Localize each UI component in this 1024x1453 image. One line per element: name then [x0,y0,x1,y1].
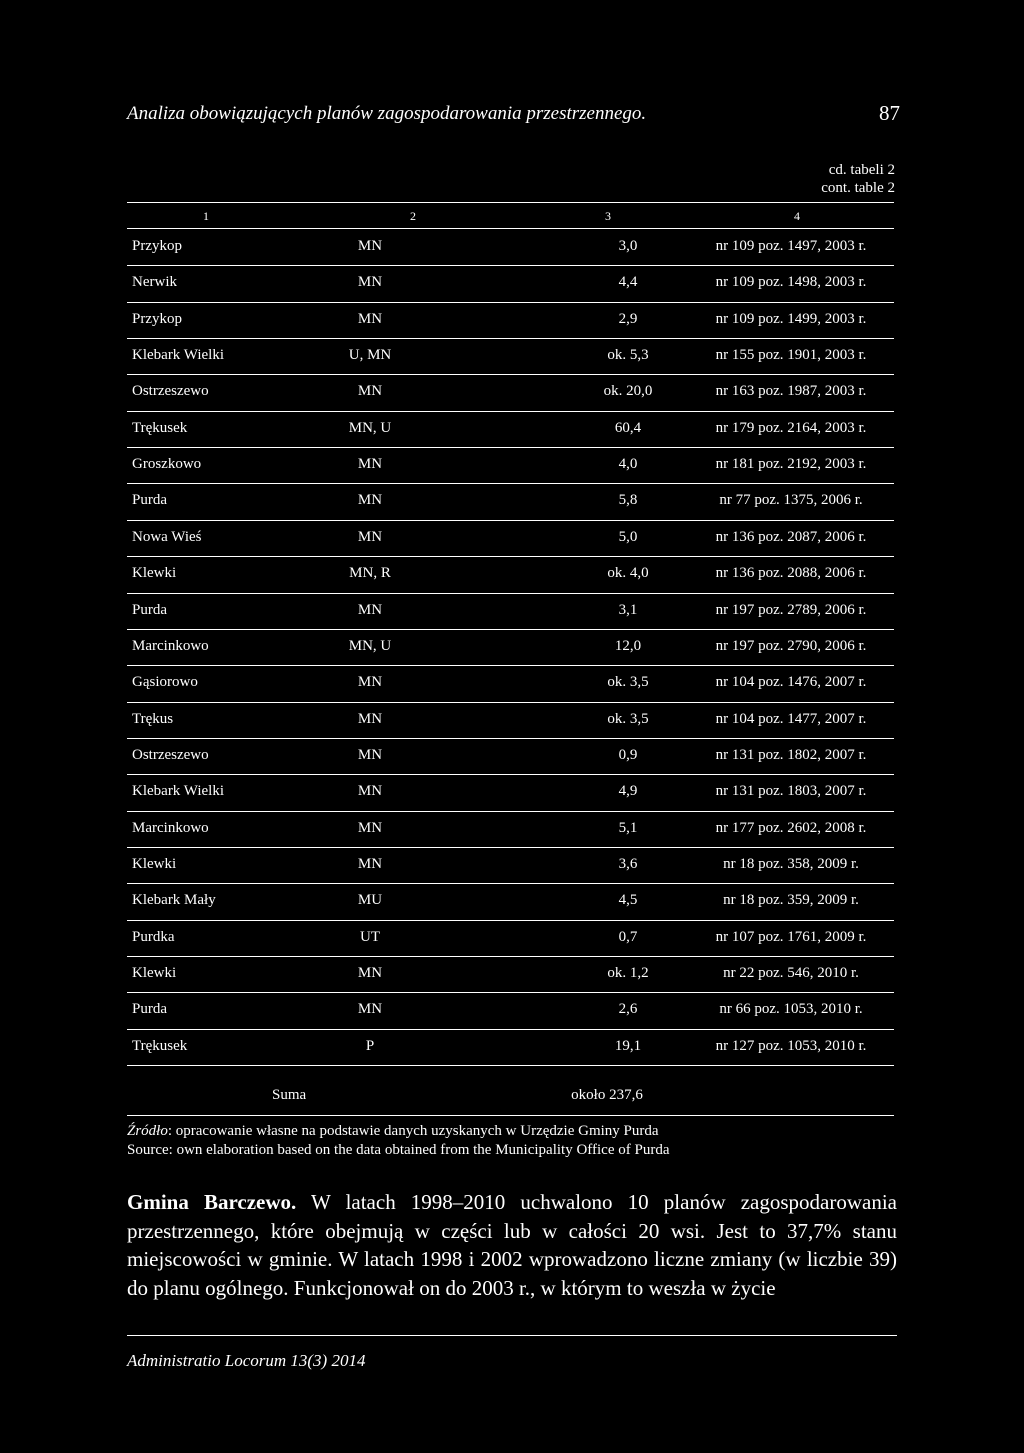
table-row [127,992,894,1028]
cell-village: Gąsiorowo [132,674,198,691]
table-row [127,629,894,665]
cell-type: MN [357,965,383,981]
table-row [127,447,894,483]
cell-type: P [365,1037,375,1054]
cell-type: UT [360,928,380,945]
table-continuation-pl: cd. tabeli 2 [828,162,895,178]
cell-area: ok. 20,0 [603,383,653,400]
cell-village: Nowa Wieś [132,528,202,545]
cell-village: Klebark Mały [132,892,216,909]
table-row [127,593,894,629]
table-row [127,920,894,956]
cell-area: 3,1 [618,601,638,618]
cell-area: 3,6 [618,855,638,872]
cell-publication: nr 18 poz. 359, 2009 r. [723,892,859,909]
table-bottom-rule [127,1115,894,1116]
table-row [127,411,894,447]
cell-area: 4,0 [618,456,638,473]
cell-publication: nr 155 poz. 1901, 2003 r. [715,347,867,364]
cell-village: Klebark Wielki [132,347,225,364]
cell-area: ok. 5,3 [607,347,649,364]
cell-type: MN [357,528,383,545]
sum-value: około 237,6 [571,1087,643,1103]
cell-area: 4,5 [618,892,638,909]
cell-publication: nr 179 poz. 2164, 2003 r. [715,419,867,436]
cell-publication: nr 181 poz. 2192, 2003 r. [715,456,867,473]
column-number-1: 1 [203,209,209,223]
cell-area: ok. 3,5 [607,674,649,691]
cell-village: Purdka [132,928,175,945]
cell-type: MN [357,274,383,291]
cell-village: Klebark Wielki [132,783,225,800]
table-top-rule [127,202,894,203]
source-en: Source: own elaboration based on the data obtained from the Municipality Office of Purda [127,1142,670,1158]
cell-village: Klewki [132,565,177,582]
cell-village: Purda [132,492,167,509]
cell-publication: nr 107 poz. 1761, 2009 r. [715,928,867,945]
cell-type: MN [357,238,383,254]
cell-area: 5,1 [618,819,638,836]
cell-village: Groszkowo [132,456,202,473]
cell-village: Nerwik [132,274,177,291]
cell-type: MN [357,783,383,800]
cell-village: Marcinkowo [132,637,209,654]
cell-type: MN [357,1001,383,1018]
cell-village: Marcinkowo [132,819,209,836]
column-number-3: 3 [605,209,611,223]
cell-publication: nr 197 poz. 2790, 2006 r. [715,637,867,654]
table-row [127,774,894,810]
source-pl-label: Źródło [127,1123,168,1139]
paragraph-lead: Gmina Barczewo. [127,1190,297,1214]
cell-village: Ostrzeszewo [132,746,209,763]
cell-publication: nr 109 poz. 1498, 2003 r. [715,274,867,291]
cell-area: 5,0 [618,528,638,545]
cell-publication: nr 18 poz. 358, 2009 r. [723,855,859,872]
header-title: Analiza obowiązujących planów zagospodarowania przestrzennego. [127,103,647,124]
cell-type: MN [357,746,383,763]
cell-village: Przykop [132,238,182,254]
cell-village: Klewki [132,855,177,872]
cell-village: Trękusek [132,1037,188,1054]
cell-area: 4,9 [618,783,638,800]
table-row [127,520,894,556]
cell-area: ok. 3,5 [607,710,649,727]
cell-publication: nr 104 poz. 1476, 2007 r. [715,674,867,691]
cell-type: MN, U [348,419,392,436]
cell-publication: nr 109 poz. 1497, 2003 r. [715,238,867,254]
page-number: 87 [879,101,900,125]
cell-area: 12,0 [614,637,642,654]
cell-type: MN, U [348,637,392,654]
table-row [127,883,894,919]
cell-publication: nr 109 poz. 1499, 2003 r. [715,310,867,327]
table-row [127,374,894,410]
cell-area: 2,6 [618,1001,638,1018]
sum-label: Suma [272,1087,307,1103]
cell-area: 60,4 [614,419,642,436]
cell-publication: nr 127 poz. 1053, 2010 r. [715,1037,867,1054]
cell-publication: nr 197 poz. 2789, 2006 r. [715,601,867,618]
table-continuation-en: cont. table 2 [821,180,895,196]
cell-type: MN [357,855,383,872]
cell-publication: nr 22 poz. 546, 2010 r. [723,965,859,981]
cell-village: Przykop [132,310,182,327]
cell-publication: nr 104 poz. 1477, 2007 r. [715,710,867,727]
footer-journal: Administratio Locorum 13(3) 2014 [127,1351,366,1370]
cell-village: Trękus [132,710,174,727]
cell-type: MN [357,674,383,691]
table-row [127,338,894,374]
cell-publication: nr 66 poz. 1053, 2010 r. [719,1001,863,1018]
table-row [127,556,894,592]
source-pl-text: : opracowanie własne na podstawie danych uzyskanych w Urzędzie Gminy Purda [167,1123,659,1139]
cell-area: ok. 4,0 [607,565,649,582]
cell-area: ok. 1,2 [607,965,649,981]
cell-publication: nr 131 poz. 1802, 2007 r. [715,746,867,763]
table-row [127,1029,894,1065]
cell-publication: nr 131 poz. 1803, 2007 r. [715,783,867,800]
cell-publication: nr 136 poz. 2088, 2006 r. [715,565,867,582]
cell-type: U, MN [348,347,392,364]
table-row [127,738,894,774]
column-number-2: 2 [410,209,416,223]
table-row [127,302,894,338]
cell-publication: nr 77 poz. 1375, 2006 r. [719,492,863,509]
cell-village: Purda [132,601,167,618]
cell-village: Purda [132,1001,167,1018]
table-row [127,702,894,738]
cell-village: Trękusek [132,419,188,436]
table-row [127,811,894,847]
cell-publication: nr 136 poz. 2087, 2006 r. [715,528,867,545]
cell-publication: nr 163 poz. 1987, 2003 r. [715,383,867,400]
cell-area: 5,8 [618,492,638,509]
paragraph-text: W latach 1998–2010 uchwalono 10 planów zagospodarowania przestrzennego, które obejmują w części lub w całości 20 wsi. Jest to 37,7% stanu miejscowości w gminie. W latach 1998 i 2002 wprowadzono liczne zmiany (w liczbie 39) do planu ogólnego. Funkcjonował on do 2003 r., w którym to weszła w życie [127,1190,897,1300]
cell-type: MN [357,601,383,618]
cell-type: MU [357,892,383,909]
cell-area: 19,1 [614,1037,642,1054]
cell-area: 4,4 [618,274,638,291]
cell-type: MN [357,383,383,400]
cell-publication: nr 177 poz. 2602, 2008 r. [715,819,867,836]
cell-village: Klewki [132,965,177,981]
cell-type: MN [357,492,383,509]
cell-type: MN [357,310,383,327]
table-row [127,956,894,992]
cell-area: 0,7 [618,928,638,945]
cell-area: 0,9 [618,746,638,763]
cell-area: 2,9 [618,310,638,327]
source-pl [127,1123,659,1140]
cell-village: Ostrzeszewo [132,383,209,400]
body-paragraph [127,1188,897,1302]
table-row [127,265,894,301]
row-rule [127,1065,894,1066]
table-row [127,229,894,265]
footer-rule [127,1335,897,1336]
cell-type: MN [357,456,383,473]
cell-type: MN [357,819,383,836]
table-row [127,483,894,519]
cell-area: 3,0 [618,238,638,254]
cell-type: MN, R [349,565,391,582]
column-number-4: 4 [794,209,800,223]
table-row [127,665,894,701]
cell-type: MN [357,710,383,727]
table-row [127,847,894,883]
